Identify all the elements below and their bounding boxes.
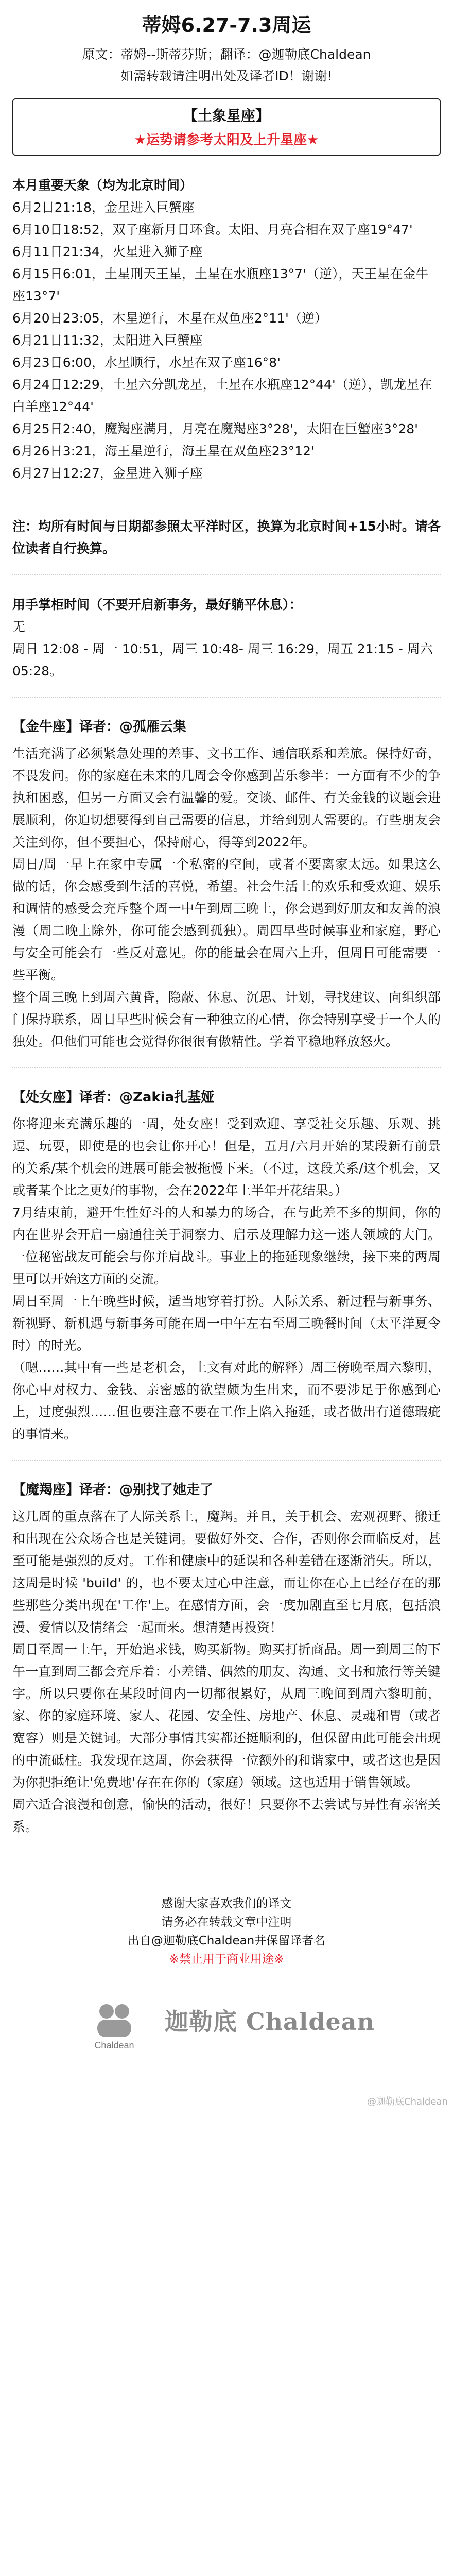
taurus-section [12,716,441,1068]
void-moon-section [12,594,441,698]
banner-subtitle: ★运势请参考太阳及上升星座★ [134,132,319,148]
virgo-section [12,1087,441,1461]
capricorn-paragraph: 周六适合浪漫和创意，愉快的活动，很好！只要你不去尝试与异性有亲密关系。 [12,1797,441,1834]
event-line: 6月27日12:27，金星进入狮子座 [12,466,203,481]
chaldean-logo [0,1989,453,2051]
taurus-heading: 【金牛座】译者：@孤雁云集 [12,719,187,735]
event-line: 6月15日6:01，土星刑天王星，土星在水瓶座13°7'（逆），天王星在金牛座13°7' [12,266,429,303]
banner-title: 【土象星座】 [183,107,270,124]
weibo-watermark: @迦勒底Chaldean [367,2096,448,2107]
logo-cn: 迦勒底 [164,2008,237,2036]
event-line: 6月26日3:21，海王星逆行，海王星在双鱼座23°12' [12,444,315,459]
meta-reprint-note: 如需转载请注明出处及译者ID！谢谢! [120,69,333,83]
section-divider [12,1460,441,1461]
timezone-note: 注：均所有时间与日期都参照太平洋时区，换算为北京时间+15小时。请各位读者自行换算。 [12,519,441,556]
event-line: 6月24日12:29，土星六分凯龙星，土星在水瓶座12°44'（逆），凯龙星在白羊座12°44' [12,377,432,414]
footer-reprint: 请务必在转载文章中注明 [161,1916,292,1929]
event-line: 6月2日21:18，金星进入巨蟹座 [12,200,195,215]
logo-badge [78,1989,150,2051]
logo-text [165,2003,375,2037]
footer-source: 出自@迦勒底Chaldean并保留译者名 [127,1934,326,1947]
event-line: 6月20日23:05，木星逆行，木星在双鱼座2°11'（逆） [12,311,327,326]
earth-signs-banner [12,98,441,156]
taurus-paragraph: 周日/周一早上在家中专属一个私密的空间，或者不要离家太远。如果这么做的话，你会感受到生活的喜悦，希望。社会生活上的欢乐和受欢迎、娱乐和调情的感受会充斥整个周一中午到周三晚上，你会遇到好朋友和友善的浪漫（周二晚上除外，你可能会感到孤独）。周四早些时候事业和家庭，野心与安全可能会有一些反对意见。你的能量会在周六上升，但周日可能需要一些平衡。 [12,857,441,982]
void-moon-line: 无 [12,619,26,634]
article-footer [0,1894,453,2051]
logo-badge-text: Chaldean [94,2040,134,2050]
taurus-paragraph: 整个周三晚上到周六黄昏，隐蔽、休息、沉思、计划，寻找建议、向组织部门保持联系，周日早些时候会有一种独立的心情，你会特别享受于一个人的独处。但他们可能也会觉得你很很有傲精性。学着平稳地释放怒火。 [12,990,441,1049]
capricorn-section [12,1479,441,1838]
logo-en: Chaldean [246,2008,375,2036]
article-title: 蒂姆6.27-7.3周运 [142,14,311,37]
event-line: 6月11日21:34，火星进入狮子座 [12,244,203,259]
footer-thanks: 感谢大家喜欢我们的译文 [161,1897,292,1910]
void-moon-line: 周日 12:08 - 周一 10:51，周三 10:48- 周三 16:29，周五 21:15 - 周六 05:28。 [12,641,433,679]
section-divider [12,1067,441,1068]
section-divider [12,697,441,698]
article-meta [0,44,453,87]
virgo-heading: 【处女座】译者：@Zakia扎基娅 [12,1090,215,1105]
event-line: 6月21日11:32，太阳进入巨蟹座 [12,333,203,348]
virgo-paragraph: （嗯……其中有一些是老机会，上文有对此的解释）周三傍晚至周六黎明，你心中对权力、金钱、亲密感的欲望颇为生出来，而不要涉足于你感到心上，过度强烈……但也要注意不要在工作上陷入拖延，或者做出有道德瑕疵的事情来。 [12,1360,441,1442]
virgo-paragraph: 7月结束前，避开生性好斗的人和暴力的场合，在与此差不多的期间，你的内在世界会开启一扇通往关于洞察力、启示及理解力这一迷人领域的大门。一位秘密战友可能会与你并肩战斗。事业上的拖延现象继续，接下来的两周里可以开始这方面的交流。 [12,1205,441,1286]
virgo-paragraph: 你将迎来充满乐趣的一周，处女座！受到欢迎、享受社交乐趣、乐观、挑逗、玩耍，即使是的也会让你开心！但是，五月/六月开始的某段新有前景的关系/某个机会的进展可能会被拖慢下来。（不过，这段关系/这个机会，又或者某个比之更好的事物，会在2022年上半年开花结果。） [12,1116,441,1198]
event-line: 6月25日2:40，魔羯座满月，月亮在魔羯座3°28'，太阳在巨蟹座3°28' [12,421,419,436]
event-line: 6月10日18:52，双子座新月日环食。太阳、月亮合相在双子座19°47' [12,222,413,237]
footer-warning: ※禁止用于商业用途※ [169,1953,284,1966]
virgo-paragraph: 周日至周一上午晚些时候，适当地穿着打扮。人际关系、新过程与新事务、新视野、新机遇与新事务可能在周一中午左右至周三晚餐时间（太平洋夏令时）的时光。 [12,1294,441,1353]
taurus-paragraph: 生活充满了必须紧急处理的差事、文书工作、通信联系和差旅。保持好奇，不畏发问。你的家庭在未来的几周会令你感到苦乐参半：一方面有不少的争执和困惑，但另一方面又会有温馨的爱。交谈、邮件、有关金钱的议题会进展顺利，你迫切想要得到自己需要的信息，并给到别人需要的。有些朋友会关注到你，但不要担心，保持耐心，得等到2022年。 [12,746,441,850]
capricorn-heading: 【魔羯座】译者：@别找了她走了 [12,1482,214,1498]
meta-credit: 原文：蒂姆--斯蒂芬斯；翻译：@迦勒底Chaldean [82,47,371,62]
article-page [0,9,453,2113]
events-heading: 本月重要天象（均为北京时间） [12,178,193,193]
section-divider [12,574,441,575]
events-section [12,174,441,484]
capricorn-paragraph: 这几周的重点落在了人际关系上，魔羯。并且，关于机会、宏观视野、搬迁和出现在公众场合也是关键词。要做好外交、合作，否则你会面临反对，甚至可能是强烈的反对。工作和健康中的延误和各种差错在逐渐消失。所以，这周是时候 'build' 的，也不要太过心中注意，而让你在心上已经存在的那些那些分类出现在'工作'上。在感情方面，会一度加剧直至七月底，包括浪漫、爱情以及情绪会一起而来。想清楚再投资！ [12,1509,441,1635]
capricorn-paragraph: 周日至周一上午，开始追求钱，购买新物。购买打折商品。周一到周三的下午一直到周三都会充斥着：小差错、偶然的朋友、沟通、文书和旅行等关键字。所以只要你在某段时间内一切都很累好，从周三晚间到周六黎明前，家、你的家庭环境、家人、花园、安全性、房地产、休息、灵魂和胃（或者宽容）则是关键词。大部分事情其实都还挺顺利的，但保留由此可能会出现的中流砥柱。我发现在这周，你会获得一位额外的和谐家中，或者这也是因为你把拒绝让'免费地'存在在你的（家庭）领域。这也适用于销售领域。 [12,1642,441,1790]
void-moon-heading: 用手掌柜时间（不要开启新事务，最好躺平休息）： [12,597,302,612]
timezone-note-section [12,515,441,575]
event-line: 6月23日6:00，水星顺行，水星在双子座16°8' [12,355,281,370]
figure-icon [86,2000,143,2040]
